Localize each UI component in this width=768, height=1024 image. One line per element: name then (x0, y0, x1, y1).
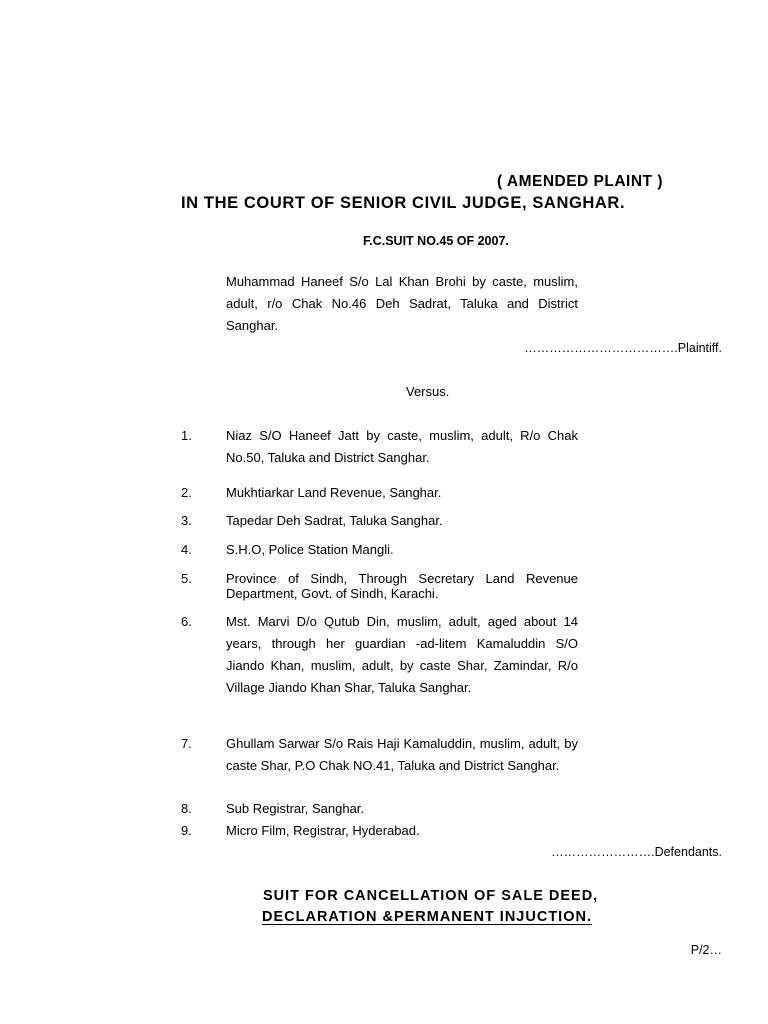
defendant-number: 9. (181, 823, 192, 838)
page-marker: P/2… (690, 943, 722, 957)
defendant-number: 5. (181, 571, 192, 586)
suit-number: F.C.SUIT NO.45 OF 2007. (363, 234, 509, 248)
suit-title-line-1: SUIT FOR CANCELLATION OF SALE DEED, (263, 888, 599, 904)
defendant-number: 8. (181, 801, 192, 816)
defendant-text: Mst. Marvi D/o Qutub Din, muslim, adult, aged about 14 years, through her guardian -ad-litem Kamaluddin S/O Jiando Khan, muslim, adult, by caste Shar, Zamindar, R/o Village Jiando Khan Shar, Taluka Sanghar. (226, 614, 578, 695)
amended-plaint-heading: ( AMENDED PLAINT ) (497, 173, 663, 190)
court-title: IN THE COURT OF SENIOR CIVIL JUDGE, SANGHAR. (181, 194, 626, 212)
defendant-text: Sub Registrar, Sanghar. (226, 801, 365, 816)
defendant-number: 1. (181, 428, 192, 443)
defendant-text: Ghullam Sarwar S/o Rais Haji Kamaluddin, muslim, adult, by caste Shar, P.O Chak NO.41, Taluka and District Sanghar. (226, 736, 578, 773)
defendant-text: Niaz S/O Haneef Jatt by caste, muslim, adult, R/o Chak No.50, Taluka and District Sanghar. (226, 428, 578, 465)
defendant-text: S.H.O, Police Station Mangli. (226, 542, 394, 557)
plaintiff-description: Muhammad Haneef S/o Lal Khan Brohi by caste, muslim, adult, r/o Chak No.46 Deh Sadrat, Taluka and District Sanghar. (226, 274, 578, 333)
versus-label: Versus. (406, 384, 450, 399)
defendant-text: Tapedar Deh Sadrat, Taluka Sanghar. (226, 513, 443, 528)
defendant-text: Micro Film, Registrar, Hyderabad. (226, 823, 420, 838)
plaintiff-label: ……………………………….Plaintiff. (524, 341, 722, 355)
defendant-text: Province of Sindh, Through Secretary Land Revenue Department, Govt. of Sindh, Karachi. (226, 571, 578, 601)
suit-title-line-2: DECLARATION &PERMANENT INJUCTION. (262, 909, 592, 925)
defendant-number: 7. (181, 736, 192, 751)
defendant-number: 6. (181, 614, 192, 629)
defendants-label: …………………….Defendants. (551, 845, 722, 859)
defendant-text: Mukhtiarkar Land Revenue, Sanghar. (226, 485, 442, 500)
defendant-number: 4. (181, 542, 192, 557)
defendant-number: 2. (181, 485, 192, 500)
defendant-number: 3. (181, 513, 192, 528)
